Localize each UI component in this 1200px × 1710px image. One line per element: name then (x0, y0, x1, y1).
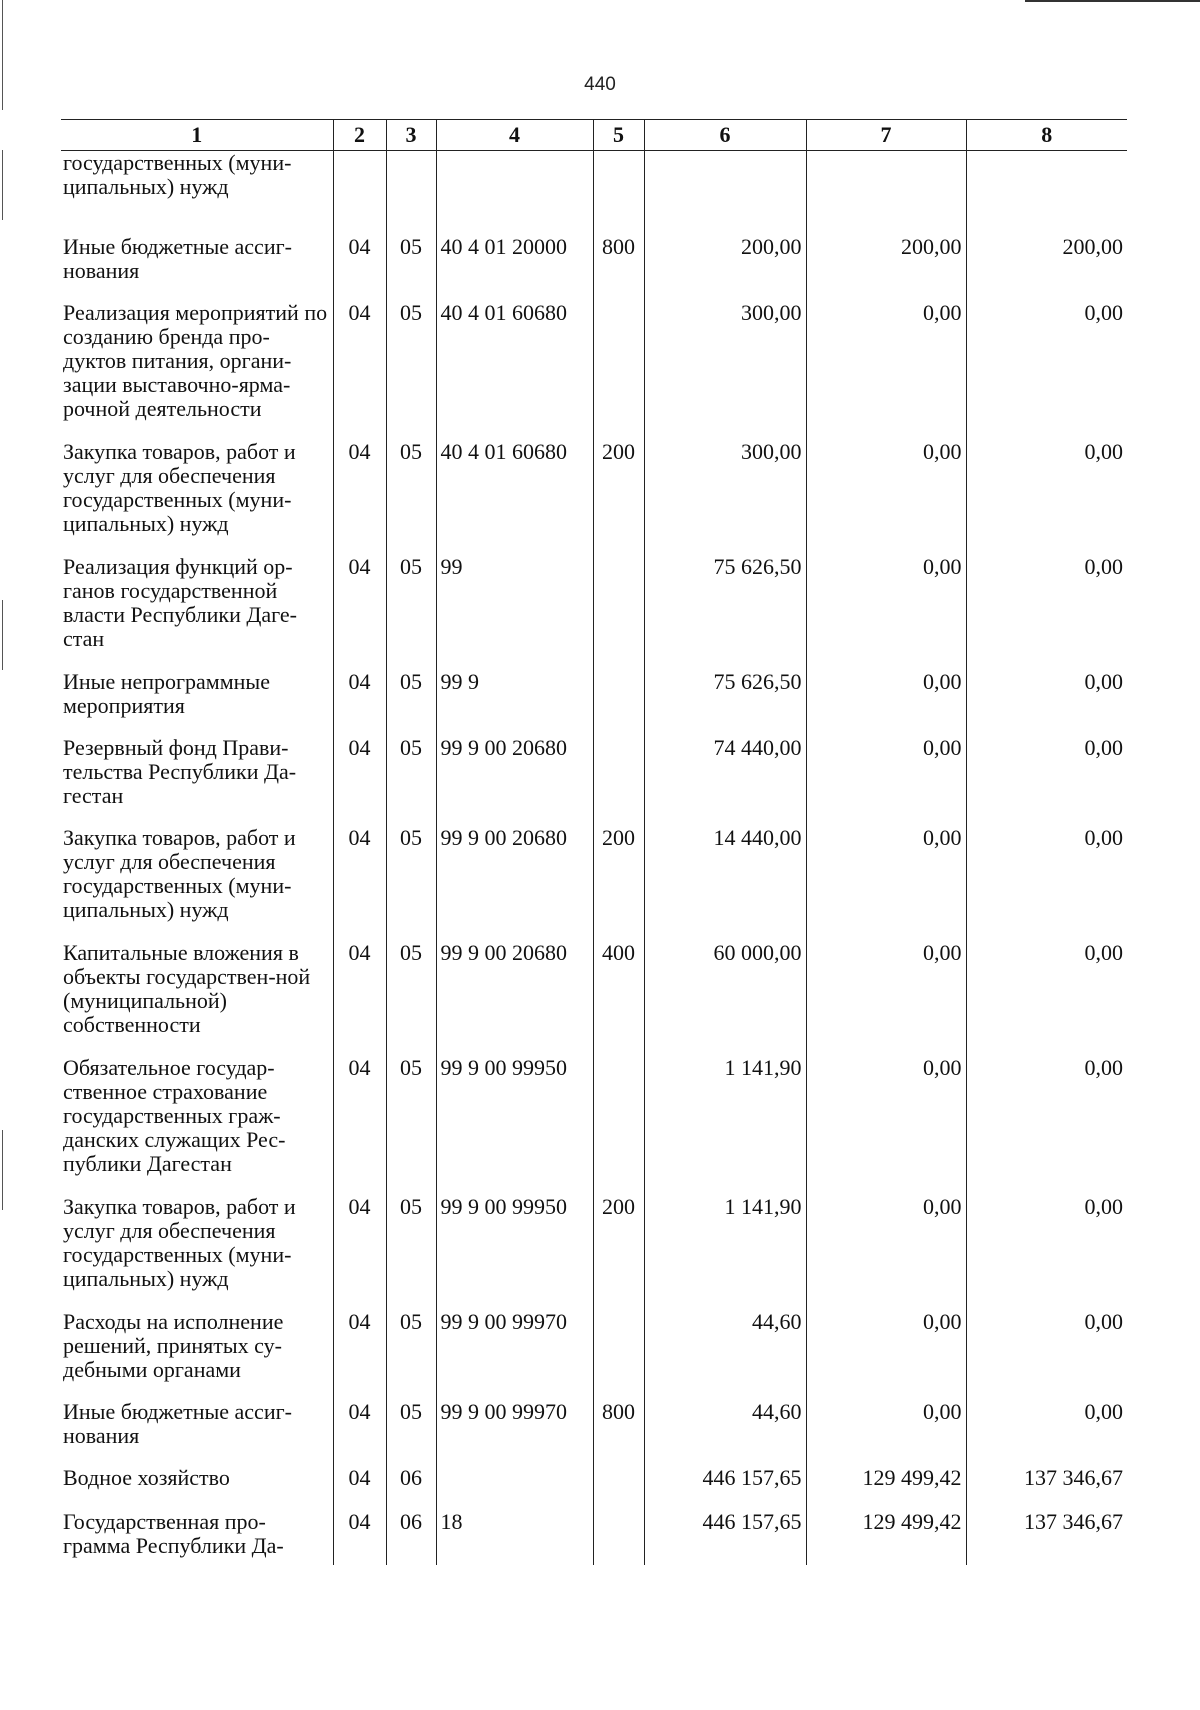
section-code: 04 (333, 1400, 386, 1466)
row-name: Резервный фонд Прави-тельства Республики Да-гестан (63, 734, 297, 808)
table-row (61, 301, 1127, 440)
column-header: 1 (61, 120, 333, 151)
subsection-code (386, 151, 436, 235)
amount-year-1: 14 440,00 (644, 826, 806, 941)
expense-type-code: 200 (593, 1195, 644, 1310)
table-row (61, 1310, 1127, 1400)
section-code: 04 (333, 1056, 386, 1195)
amount-year-2: 0,00 (806, 1056, 966, 1195)
row-name: Обязательное государ-ственное страхование государственных граж-данских служащих Рес-публики Дагестан (63, 1054, 286, 1176)
table-row (61, 440, 1127, 555)
section-code: 04 (333, 826, 386, 941)
subsection-code: 05 (386, 235, 436, 301)
amount-year-1: 200,00 (644, 235, 806, 301)
subsection-code: 05 (386, 1310, 436, 1400)
subsection-code: 05 (386, 301, 436, 440)
expense-type-code: 400 (593, 941, 644, 1056)
target-code: 99 (436, 555, 593, 670)
header-row (61, 120, 1127, 151)
expense-type-code (593, 555, 644, 670)
expense-type-code (593, 1056, 644, 1195)
expense-type-code (593, 151, 644, 235)
table-row (61, 1510, 1127, 1565)
amount-year-3: 0,00 (966, 440, 1127, 555)
amount-year-3: 137 346,67 (966, 1466, 1127, 1510)
amount-year-3: 0,00 (966, 301, 1127, 440)
amount-year-3: 0,00 (966, 1400, 1127, 1466)
row-name: Иные бюджетные ассиг-нования (63, 233, 292, 283)
top-edge-rule (1025, 0, 1200, 2)
subsection-code: 06 (386, 1510, 436, 1565)
amount-year-3: 200,00 (966, 235, 1127, 301)
section-code: 04 (333, 941, 386, 1056)
table-row (61, 826, 1127, 941)
left-edge-mark (2, 1130, 3, 1210)
target-code: 40 4 01 60680 (436, 301, 593, 440)
target-code: 99 9 00 99950 (436, 1195, 593, 1310)
subsection-code: 05 (386, 440, 436, 555)
target-code: 99 9 00 20680 (436, 736, 593, 826)
target-code: 99 9 00 20680 (436, 826, 593, 941)
target-code: 99 9 (436, 670, 593, 736)
table-row (61, 941, 1127, 1056)
subsection-code: 06 (386, 1466, 436, 1510)
row-name: Расходы на исполнение решений, принятых су-дебными органами (63, 1308, 284, 1382)
table-row (61, 1400, 1127, 1466)
section-code: 04 (333, 1510, 386, 1565)
row-name: Водное хозяйство (63, 1464, 230, 1490)
table-row (61, 235, 1127, 301)
column-header: 3 (386, 120, 436, 151)
expense-type-code: 800 (593, 235, 644, 301)
section-code: 04 (333, 440, 386, 555)
amount-year-3: 0,00 (966, 826, 1127, 941)
row-name: Закупка товаров, работ и услуг для обеспечения государственных (муни-ципальных) нужд (63, 438, 296, 536)
amount-year-2: 0,00 (806, 1195, 966, 1310)
section-code: 04 (333, 235, 386, 301)
amount-year-3: 0,00 (966, 1310, 1127, 1400)
amount-year-1: 44,60 (644, 1310, 806, 1400)
amount-year-2: 0,00 (806, 555, 966, 670)
expense-type-code (593, 1310, 644, 1400)
amount-year-2: 0,00 (806, 826, 966, 941)
amount-year-1: 1 141,90 (644, 1195, 806, 1310)
column-header: 5 (593, 120, 644, 151)
amount-year-3: 0,00 (966, 555, 1127, 670)
amount-year-3: 0,00 (966, 1195, 1127, 1310)
row-name: Закупка товаров, работ и услуг для обеспечения государственных (муни-ципальных) нужд (63, 824, 296, 922)
left-edge-mark (2, 150, 3, 220)
row-name: государственных (муни-ципальных) нужд (63, 150, 292, 199)
subsection-code: 05 (386, 736, 436, 826)
column-header: 4 (436, 120, 593, 151)
expense-type-code: 200 (593, 826, 644, 941)
row-name: Государственная про-грамма Республики Да- (63, 1508, 284, 1558)
target-code: 99 9 00 99970 (436, 1310, 593, 1400)
row-name: Иные непрограммные мероприятия (63, 668, 270, 718)
row-name: Иные бюджетные ассиг-нования (63, 1398, 292, 1448)
subsection-code: 05 (386, 1195, 436, 1310)
amount-year-2: 0,00 (806, 1310, 966, 1400)
amount-year-2: 129 499,42 (806, 1510, 966, 1565)
section-code: 04 (333, 1466, 386, 1510)
amount-year-2: 0,00 (806, 301, 966, 440)
section-code (333, 151, 386, 235)
page-number: 440 (584, 74, 616, 95)
section-code: 04 (333, 555, 386, 670)
section-code: 04 (333, 301, 386, 440)
amount-year-1: 446 157,65 (644, 1510, 806, 1565)
table-row (61, 1195, 1127, 1310)
column-header: 8 (966, 120, 1127, 151)
row-name: Реализация функций ор-ганов государственной власти Республики Даге-стан (63, 553, 297, 651)
amount-year-1: 44,60 (644, 1400, 806, 1466)
amount-year-3 (966, 151, 1127, 235)
table-row (61, 670, 1127, 736)
target-code: 18 (436, 1510, 593, 1565)
target-code (436, 151, 593, 235)
amount-year-2: 0,00 (806, 941, 966, 1056)
amount-year-2: 0,00 (806, 440, 966, 555)
amount-year-1: 75 626,50 (644, 555, 806, 670)
amount-year-1: 1 141,90 (644, 1056, 806, 1195)
row-name: Капитальные вложения в объекты государствен-ной (муниципальной) собственности (63, 939, 311, 1037)
target-code (436, 1466, 593, 1510)
column-header: 6 (644, 120, 806, 151)
target-code: 40 4 01 60680 (436, 440, 593, 555)
expense-type-code (593, 1510, 644, 1565)
subsection-code: 05 (386, 670, 436, 736)
amount-year-3: 0,00 (966, 736, 1127, 826)
amount-year-2: 0,00 (806, 736, 966, 826)
expense-type-code (593, 736, 644, 826)
column-header: 7 (806, 120, 966, 151)
subsection-code: 05 (386, 555, 436, 670)
expense-type-code (593, 670, 644, 736)
table-row (61, 555, 1127, 670)
expense-type-code: 200 (593, 440, 644, 555)
target-code: 99 9 00 99970 (436, 1400, 593, 1466)
subsection-code: 05 (386, 1400, 436, 1466)
amount-year-3: 0,00 (966, 1056, 1127, 1195)
expense-type-code: 800 (593, 1400, 644, 1466)
expense-type-code (593, 1466, 644, 1510)
section-code: 04 (333, 1310, 386, 1400)
amount-year-1: 60 000,00 (644, 941, 806, 1056)
amount-year-2 (806, 151, 966, 235)
amount-year-1: 300,00 (644, 301, 806, 440)
row-name: Реализация мероприятий по созданию бренда про-дуктов питания, органи-зации выставочно-ярма-рочной деятельности (63, 299, 328, 421)
subsection-code: 05 (386, 941, 436, 1056)
subsection-code: 05 (386, 1056, 436, 1195)
section-code: 04 (333, 1195, 386, 1310)
amount-year-2: 200,00 (806, 235, 966, 301)
amount-year-3: 0,00 (966, 941, 1127, 1056)
section-code: 04 (333, 670, 386, 736)
amount-year-3: 137 346,67 (966, 1510, 1127, 1565)
target-code: 99 9 00 20680 (436, 941, 593, 1056)
amount-year-1 (644, 151, 806, 235)
subsection-code: 05 (386, 826, 436, 941)
left-edge-mark (2, 600, 3, 670)
table-row (61, 736, 1127, 826)
amount-year-2: 129 499,42 (806, 1466, 966, 1510)
amount-year-2: 0,00 (806, 1400, 966, 1466)
amount-year-3: 0,00 (966, 670, 1127, 736)
row-name: Закупка товаров, работ и услуг для обеспечения государственных (муни-ципальных) нужд (63, 1193, 296, 1291)
table-row (61, 1466, 1127, 1510)
target-code: 99 9 00 99950 (436, 1056, 593, 1195)
target-code: 40 4 01 20000 (436, 235, 593, 301)
amount-year-1: 300,00 (644, 440, 806, 555)
expense-type-code (593, 301, 644, 440)
budget-table (61, 119, 1127, 1565)
amount-year-1: 74 440,00 (644, 736, 806, 826)
amount-year-2: 0,00 (806, 670, 966, 736)
amount-year-1: 446 157,65 (644, 1466, 806, 1510)
column-header: 2 (333, 120, 386, 151)
amount-year-1: 75 626,50 (644, 670, 806, 736)
table-row (61, 1056, 1127, 1195)
section-code: 04 (333, 736, 386, 826)
table-row (61, 151, 1127, 235)
